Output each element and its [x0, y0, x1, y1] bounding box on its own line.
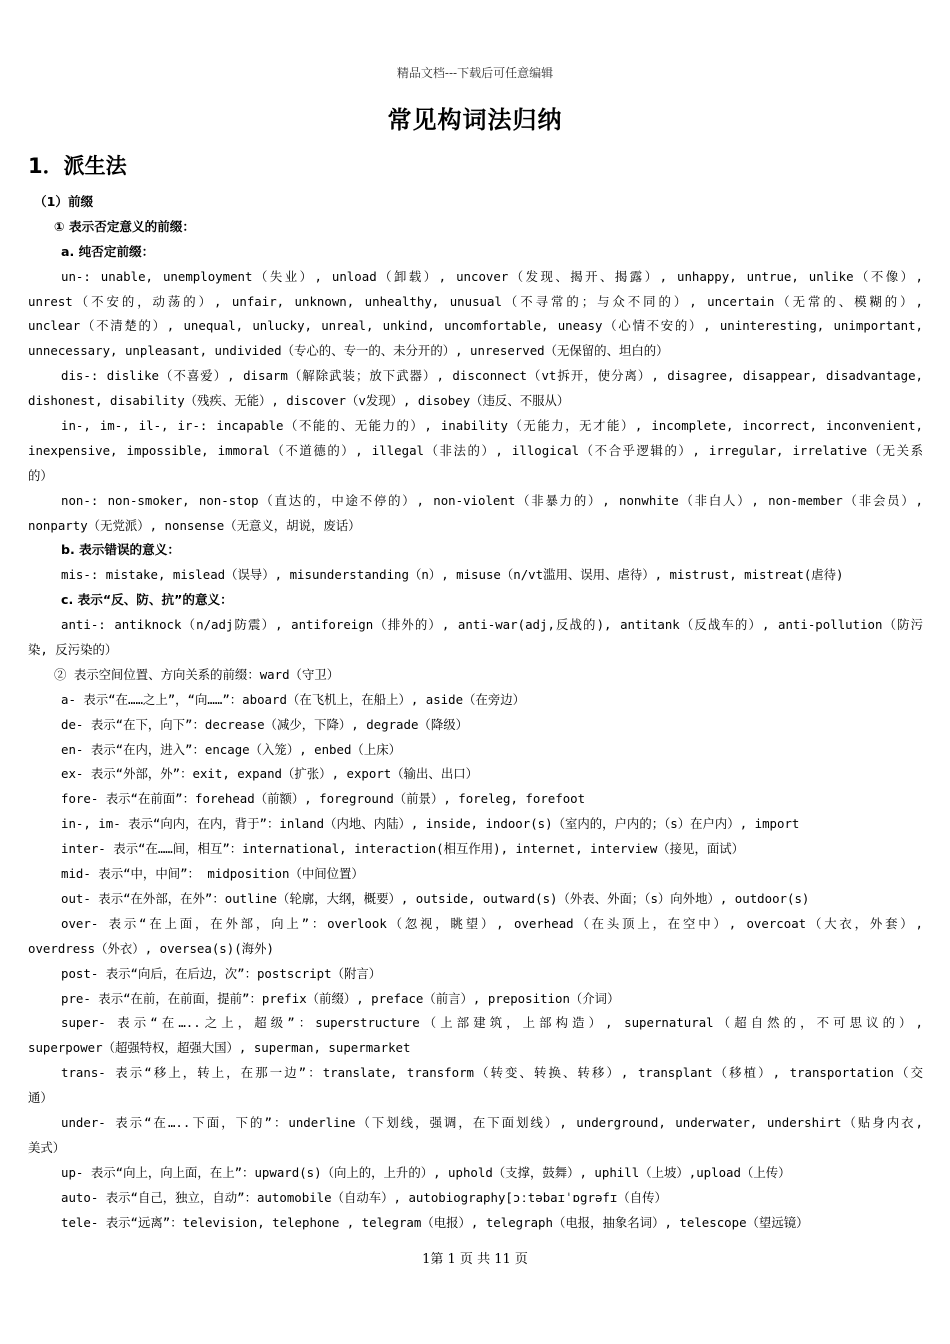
text-line: mis-: mistake, mislead（误导）, misunderstanding（n）, misuse（n/vt滥用、误用、虐待）, mistrust, mistreat(虐待) — [61, 567, 844, 583]
text-line: trans- 表示“移上，转上，在那一边”：translate, transform（转变、转换、转移）, transplant（移植）, transportation（交 — [61, 1065, 923, 1081]
text-line: nonparty（无党派）, nonsense（无意义，胡说，废话） — [28, 517, 361, 533]
text-line: 通） — [28, 1090, 53, 1106]
text-line: fore- 表示“在前面”：forehead（前额）, foreground（前景）, foreleg, forefoot — [61, 791, 586, 807]
text-line: （1）前缀 — [34, 194, 94, 209]
text-line: non-: non-smoker, non-stop（直达的，中途不停的）, non-violent（非暴力的）, nonwhite（非白人）, non-member（非会员）, — [61, 492, 923, 508]
text-line: anti-: antiknock（n/adj防震）, antiforeign（排外的）, anti-war(adj,反战的), antitank（反战车的）, anti-pollution（防污 — [61, 617, 923, 633]
text-line: de- 表示“在下，向下”：decrease（减少，下降）, degrade（降级） — [61, 716, 468, 732]
text-line: inexpensive, impossible, immoral（不道德的）, illegal（非法的）, illogical（不合乎逻辑的）, irregular, irrelative（无关系 — [28, 442, 923, 458]
text-line: pre- 表示“在前，在前面，提前”：prefix（前缀）, preface（前言）, preposition（介词） — [61, 990, 620, 1006]
section-heading: 1．派生法 — [28, 154, 127, 178]
text-line: over- 表示“在上面，在外部，向上”：overlook（忽视，眺望）, overhead（在头顶上，在空中）, overcoat（大衣，外套）, — [61, 915, 923, 931]
header-note: 精品文档---下载后可任意编辑 — [396, 66, 554, 80]
text-line: in-, im- 表示“向内，在内，背于”：inland（内地、内陆）, inside, indoor(s)（室内的，户内的；（s）在户内）, import — [61, 816, 800, 832]
text-line: ② 表示空间位置、方向关系的前缀：ward（守卫） — [54, 666, 340, 682]
text-line: inter- 表示“在……间，相互”：international, interaction(相互作用), internet, interview（接见，面试） — [61, 841, 745, 857]
text-line: mid- 表示“中，中间”： midposition（中间位置） — [61, 866, 364, 882]
text-line: b. 表示错误的意义： — [61, 542, 180, 558]
text-line: overdress（外衣）, oversea(s)(海外) — [28, 940, 274, 956]
text-line: auto- 表示“自己，独立，自动”：automobile（自动车）, autobiography[ɔːtəbaɪˈɒgrəfɪ（自传） — [61, 1189, 667, 1205]
text-line: a. 纯否定前缀： — [61, 243, 155, 259]
text-line: dis-: dislike（不喜爱）, disarm（解除武装；放下武器）, disconnect（vt拆开，使分离）, disagree, disappear, disadvantage, — [61, 368, 923, 384]
text-line: dishonest, disability（残疾、无能）, discover（v发现）, disobey（违反、不服从） — [28, 393, 570, 409]
text-line: un-: unable, unemployment（失业）, unload（卸载）, uncover（发现、揭开、揭露）, unhappy, untrue, unlike（不像）, — [61, 268, 923, 284]
text-line: 美式） — [28, 1139, 66, 1155]
text-line: unrest（不安的，动荡的）, unfair, unknown, unhealthy, unusual（不寻常的；与众不同的）, uncertain（无常的、模糊的）, — [28, 293, 923, 309]
text-line: post- 表示“向后，在后边，次”：postscript（附言） — [61, 965, 382, 981]
document-title: 常见构词法归纳 — [387, 105, 563, 134]
text-line: ① 表示否定意义的前缀： — [54, 218, 195, 234]
text-line: 染, 反污染的） — [28, 642, 118, 658]
text-line: en- 表示“在内，进入”：encage（入笼）, enbed（上床） — [61, 741, 401, 757]
text-line: under- 表示“在…..下面，下的”：underline（下划线，强调，在下面划线）, underground, underwater, undershirt（贴身内衣, — [61, 1114, 923, 1130]
page-footer: 1第 1 页 共 11 页 — [422, 1252, 528, 1267]
text-line: in-, im-, il-, ir-: incapable（不能的、无能力的）, inability（无能力，无才能）, incomplete, incorrect, inconvenient, — [61, 418, 923, 434]
text-line: c. 表示“反、防、抗”的意义： — [61, 592, 233, 608]
text-line: ex- 表示“外部，外”：exit, expand（扩张）, export（输出、出口） — [61, 766, 478, 782]
text-line: unclear（不清楚的）, unequal, unlucky, unreal, unkind, uncomfortable, uneasy（心情不安的）, uninteresting, unimportant, — [28, 318, 923, 334]
text-line: superpower（超强特权，超强大国）, superman, supermarket — [28, 1040, 411, 1056]
text-line: up- 表示“向上，向上面，在上”：upward(s)（向上的，上升的）, uphold（支撑，鼓舞）, uphill（上坡）,upload（上传） — [61, 1164, 791, 1180]
document-body — [28, 190, 923, 1235]
text-line: super- 表示“在…..之上，超级”：superstructure（上部建筑，上部构造）, supernatural（超自然的，不可思议的）, — [61, 1015, 923, 1031]
text-line: a- 表示“在……之上”，“向……”：aboard（在飞机上，在船上）, aside（在旁边） — [61, 691, 526, 707]
text-line: tele- 表示“远离”：television, telephone , telegram（电报）, telegraph（电报，抽象名词）, telescope（望远镜） — [61, 1214, 809, 1230]
text-line: 的） — [28, 467, 53, 483]
text-line: unnecessary, unpleasant, undivided（专心的、专一的、未分开的）, unreserved（无保留的、坦白的） — [28, 343, 669, 359]
text-line: out- 表示“在外部，在外”：outline（轮廓，大纲，概要）, outside, outward(s)（外表、外面；（s）向外地）, outdoor(s) — [61, 890, 810, 906]
